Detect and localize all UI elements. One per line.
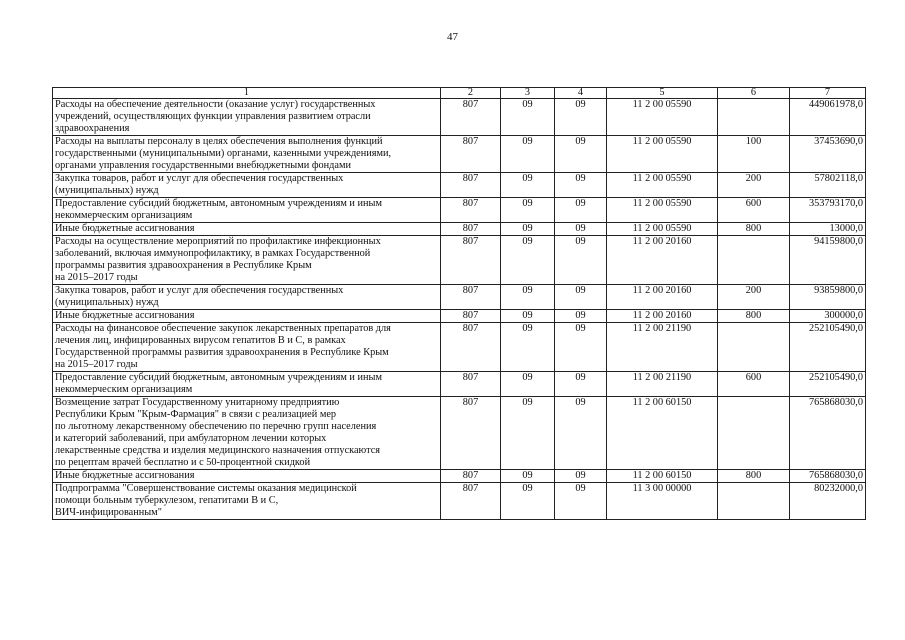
column-header: 2	[441, 88, 501, 99]
agency-code-cell: 807	[441, 99, 501, 136]
subsection-cell: 09	[555, 173, 607, 198]
description-line: некоммерческим организациям	[55, 210, 193, 221]
section-cell: 09	[501, 173, 555, 198]
amount-cell: 93859800,0	[790, 285, 866, 310]
section-cell: 09	[501, 470, 555, 483]
target-article-cell: 11 2 00 60150	[607, 470, 718, 483]
expense-type-cell: 800	[718, 223, 790, 236]
description-line: Предоставление субсидий бюджетным, автономным учреждениям и иным	[55, 372, 382, 383]
description-line: Расходы на выплаты персоналу в целях обеспечения выполнения функций	[55, 136, 383, 147]
subsection-cell: 09	[555, 310, 607, 323]
description-line: Государственной программы развития здравоохранения в Республике Крым	[55, 347, 389, 358]
amount-cell: 449061978,0	[790, 99, 866, 136]
row-description	[53, 136, 441, 173]
section-cell: 09	[501, 99, 555, 136]
amount-cell: 300000,0	[790, 310, 866, 323]
column-header: 1	[53, 88, 441, 99]
target-article-cell: 11 2 00 20160	[607, 310, 718, 323]
subsection-cell: 09	[555, 285, 607, 310]
description-line: Возмещение затрат Государственному унитарному предприятию	[55, 397, 340, 408]
section-cell: 09	[501, 483, 555, 520]
agency-code-cell: 807	[441, 397, 501, 470]
amount-cell: 765868030,0	[790, 397, 866, 470]
expense-type-cell	[718, 397, 790, 470]
subsection-cell: 09	[555, 470, 607, 483]
table-row	[53, 470, 866, 483]
section-cell: 09	[501, 223, 555, 236]
row-description	[53, 223, 441, 236]
table-row	[53, 483, 866, 520]
row-description	[53, 236, 441, 285]
target-article-cell: 11 2 00 60150	[607, 397, 718, 470]
description-line: лечения лиц, инфицированных вирусом гепатитов В и С, в рамках	[55, 335, 346, 346]
table-row	[53, 397, 866, 470]
amount-cell: 94159800,0	[790, 236, 866, 285]
description-line: (муниципальных) нужд	[55, 297, 159, 308]
agency-code-cell: 807	[441, 236, 501, 285]
amount-cell: 353793170,0	[790, 198, 866, 223]
section-cell: 09	[501, 397, 555, 470]
description-line: и категорий заболеваний, при амбулаторном лечении которых	[55, 433, 327, 444]
row-description	[53, 173, 441, 198]
target-article-cell: 11 2 00 05590	[607, 99, 718, 136]
target-article-cell: 11 2 00 21190	[607, 372, 718, 397]
target-article-cell: 11 2 00 05590	[607, 198, 718, 223]
table-row	[53, 323, 866, 372]
column-header: 3	[501, 88, 555, 99]
expense-type-cell: 200	[718, 173, 790, 198]
description-line: здравоохранения	[55, 123, 130, 134]
table-row	[53, 372, 866, 397]
description-line: Предоставление субсидий бюджетным, автономным учреждениям и иным	[55, 198, 382, 209]
agency-code-cell: 807	[441, 470, 501, 483]
description-line: заболеваний, включая иммунопрофилактику, в рамках Государственной	[55, 248, 371, 259]
subsection-cell: 09	[555, 136, 607, 173]
subsection-cell: 09	[555, 99, 607, 136]
table-row	[53, 236, 866, 285]
description-line: на 2015–2017 годы	[55, 359, 138, 370]
table-row	[53, 136, 866, 173]
target-article-cell: 11 2 00 05590	[607, 223, 718, 236]
description-line: программы развития здравоохранения в Республике Крым	[55, 260, 312, 271]
amount-cell: 57802118,0	[790, 173, 866, 198]
row-description	[53, 285, 441, 310]
header-row	[53, 88, 866, 99]
description-line: лекарственные средства и изделия медицинского назначения отпускаются	[55, 445, 381, 456]
description-line: ВИЧ-инфицированным"	[55, 507, 162, 518]
expense-type-cell	[718, 483, 790, 520]
agency-code-cell: 807	[441, 323, 501, 372]
expense-type-cell: 600	[718, 198, 790, 223]
table-row	[53, 223, 866, 236]
expense-type-cell: 200	[718, 285, 790, 310]
column-header: 5	[607, 88, 718, 99]
section-cell: 09	[501, 285, 555, 310]
target-article-cell: 11 2 00 20160	[607, 236, 718, 285]
description-line: Закупка товаров, работ и услуг для обеспечения государственных	[55, 173, 344, 184]
amount-cell: 80232000,0	[790, 483, 866, 520]
expense-type-cell: 800	[718, 470, 790, 483]
row-description	[53, 198, 441, 223]
description-line: Иные бюджетные ассигнования	[55, 223, 195, 234]
row-description	[53, 323, 441, 372]
expense-type-cell	[718, 236, 790, 285]
section-cell: 09	[501, 198, 555, 223]
description-line: Иные бюджетные ассигнования	[55, 310, 195, 321]
description-line: Расходы на обеспечение деятельности (оказание услуг) государственных	[55, 99, 376, 110]
expense-type-cell: 800	[718, 310, 790, 323]
description-line: по льготному лекарственному обеспечению по перечню групп населения	[55, 421, 377, 432]
agency-code-cell: 807	[441, 372, 501, 397]
description-line: на 2015–2017 годы	[55, 272, 138, 283]
target-article-cell: 11 3 00 00000	[607, 483, 718, 520]
description-line: (муниципальных) нужд	[55, 185, 159, 196]
description-line: органами управления государственными внебюджетными фондами	[55, 160, 351, 171]
page-number: 47	[447, 31, 458, 43]
row-description	[53, 470, 441, 483]
description-line: учреждений, осуществляющих функции управления развитием отрасли	[55, 111, 371, 122]
target-article-cell: 11 2 00 05590	[607, 173, 718, 198]
agency-code-cell: 807	[441, 223, 501, 236]
description-line: Расходы на осуществление мероприятий по профилактике инфекционных	[55, 236, 381, 247]
description-line: государственными (муниципальными) органами, казенными учреждениями,	[55, 148, 392, 159]
table-row	[53, 173, 866, 198]
description-line: помощи больным туберкулезом, гепатитами В и С,	[55, 495, 279, 506]
expense-type-cell: 100	[718, 136, 790, 173]
section-cell: 09	[501, 323, 555, 372]
description-line: Расходы на финансовое обеспечение закупок лекарственных препаратов для	[55, 323, 391, 334]
table-row	[53, 285, 866, 310]
amount-cell: 13000,0	[790, 223, 866, 236]
description-line: Подпрограмма "Совершенствование системы оказания медицинской	[55, 483, 357, 494]
expense-type-cell: 600	[718, 372, 790, 397]
row-description	[53, 397, 441, 470]
agency-code-cell: 807	[441, 483, 501, 520]
expense-type-cell	[718, 99, 790, 136]
row-description	[53, 483, 441, 520]
table-row	[53, 198, 866, 223]
description-line: Закупка товаров, работ и услуг для обеспечения государственных	[55, 285, 344, 296]
subsection-cell: 09	[555, 397, 607, 470]
section-cell: 09	[501, 310, 555, 323]
subsection-cell: 09	[555, 236, 607, 285]
target-article-cell: 11 2 00 20160	[607, 285, 718, 310]
subsection-cell: 09	[555, 198, 607, 223]
budget-table	[52, 87, 866, 520]
subsection-cell: 09	[555, 372, 607, 397]
agency-code-cell: 807	[441, 310, 501, 323]
description-line: Республики Крым "Крым-Фармация" в связи с реализацией мер	[55, 409, 337, 420]
column-header: 6	[718, 88, 790, 99]
amount-cell: 37453690,0	[790, 136, 866, 173]
column-header: 4	[555, 88, 607, 99]
row-description	[53, 310, 441, 323]
description-line: некоммерческим организациям	[55, 384, 193, 395]
subsection-cell: 09	[555, 323, 607, 372]
table-row	[53, 310, 866, 323]
expense-type-cell	[718, 323, 790, 372]
agency-code-cell: 807	[441, 136, 501, 173]
target-article-cell: 11 2 00 21190	[607, 323, 718, 372]
row-description	[53, 99, 441, 136]
amount-cell: 252105490,0	[790, 323, 866, 372]
section-cell: 09	[501, 136, 555, 173]
description-line: по рецептам врачей бесплатно и с 50-процентной скидкой	[55, 457, 311, 468]
section-cell: 09	[501, 236, 555, 285]
agency-code-cell: 807	[441, 173, 501, 198]
amount-cell: 252105490,0	[790, 372, 866, 397]
column-header: 7	[790, 88, 866, 99]
table-row	[53, 99, 866, 136]
agency-code-cell: 807	[441, 198, 501, 223]
subsection-cell: 09	[555, 223, 607, 236]
subsection-cell: 09	[555, 483, 607, 520]
agency-code-cell: 807	[441, 285, 501, 310]
row-description	[53, 372, 441, 397]
section-cell: 09	[501, 372, 555, 397]
description-line: Иные бюджетные ассигнования	[55, 470, 195, 481]
target-article-cell: 11 2 00 05590	[607, 136, 718, 173]
amount-cell: 765868030,0	[790, 470, 866, 483]
